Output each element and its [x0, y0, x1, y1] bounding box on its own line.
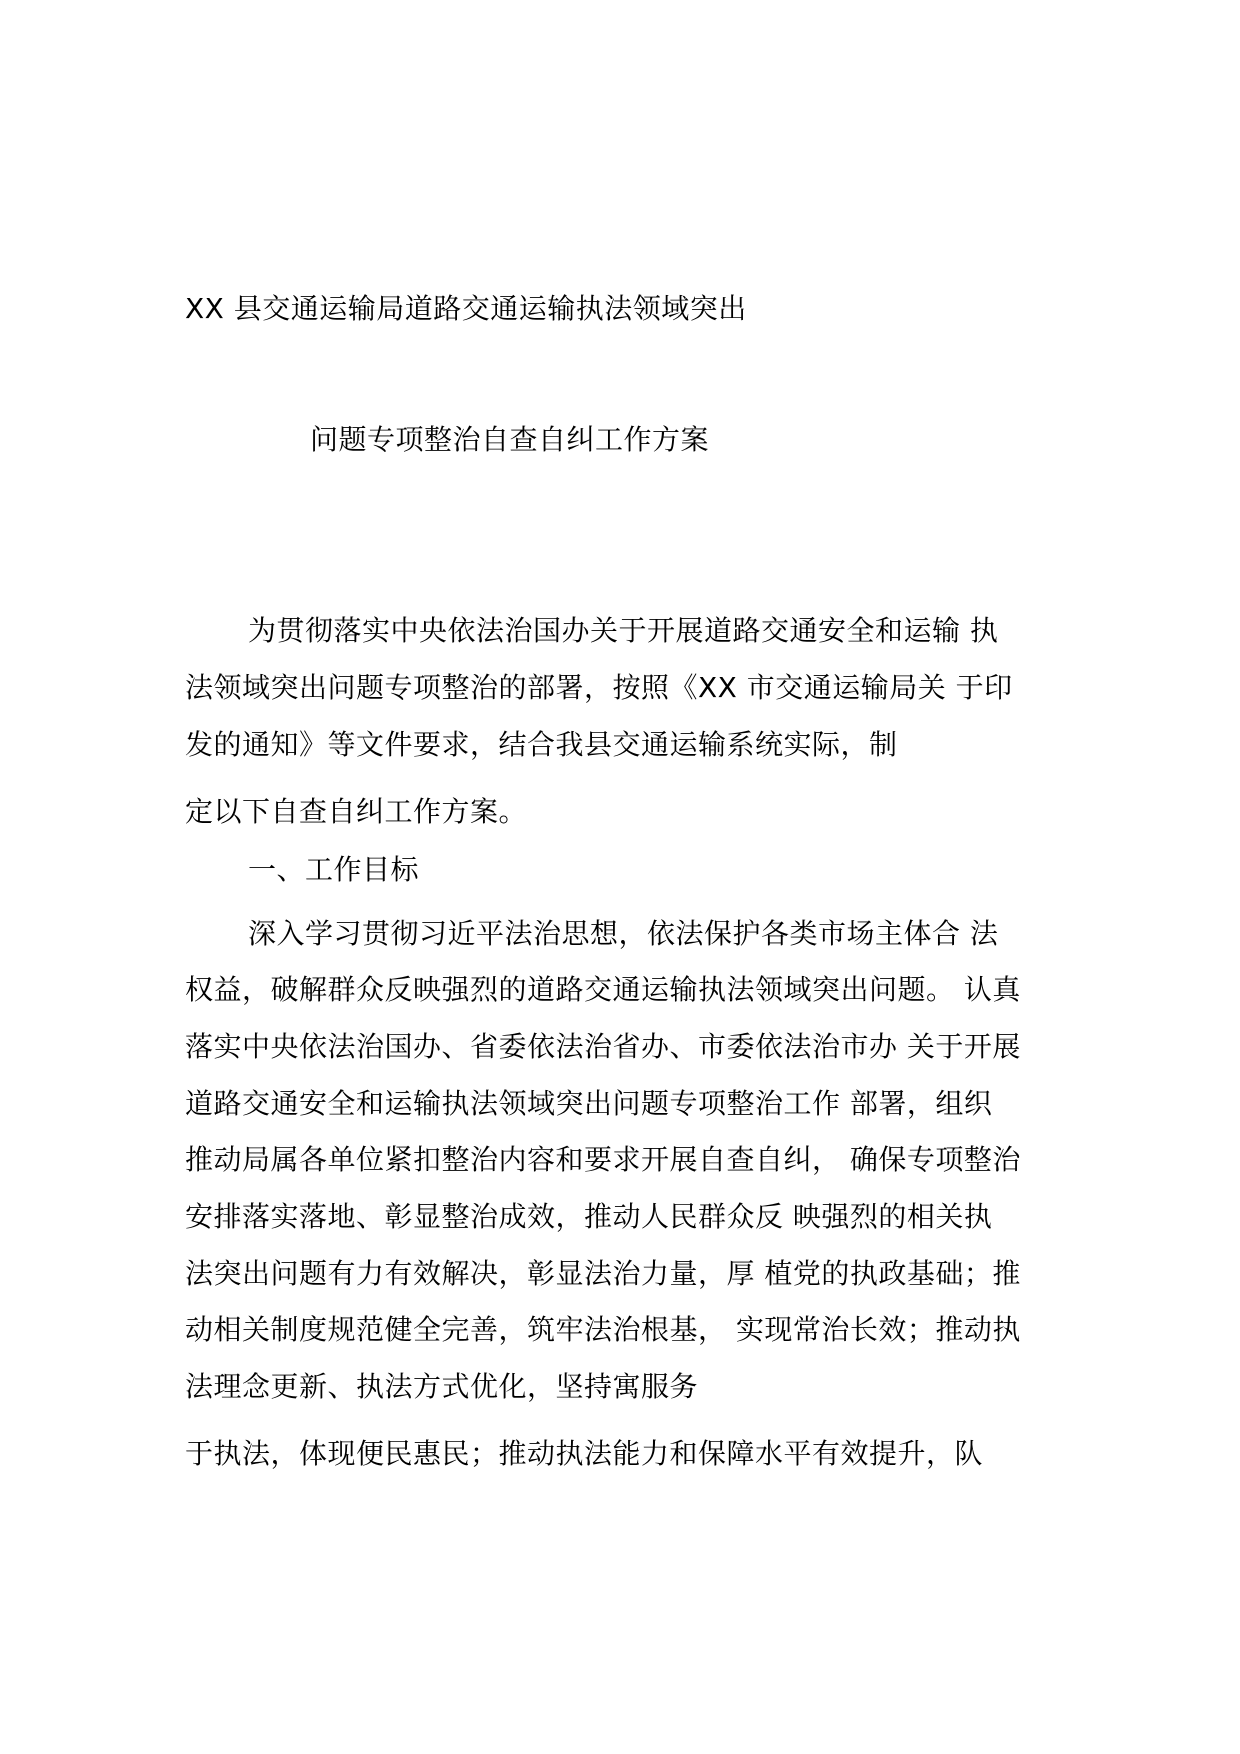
intro-paragraph-line: 发的通知》等文件要求，结合我县交通运输系统实际，制 — [185, 728, 898, 761]
section-paragraph-line: 深入学习贯彻习近平法治思想，依法保护各类市场主体合 法 — [248, 917, 999, 950]
intro-paragraph-line: 法领域突出问题专项整治的部署，按照《XX 市交通运输局关 于印 — [185, 671, 1013, 704]
section-paragraph-line: 于执法，体现便民惠民；推动执法能力和保障水平有效提升，队 — [185, 1437, 984, 1470]
section-paragraph-line: 动相关制度规范健全完善，筑牢法治根基， 实现常治长效；推动执 — [185, 1313, 1021, 1346]
intro-paragraph-line: 为贯彻落实中央依法治国办关于开展道路交通安全和运输 执 — [248, 614, 999, 647]
section-paragraph-line: 道路交通安全和运输执法领域突出问题专项整治工作 部署，组织 — [185, 1087, 993, 1120]
section-heading: 一、工作目标 — [248, 853, 420, 886]
document-title-line-1: XX 县交通运输局道路交通运输执法领域突出 — [185, 292, 747, 325]
document-title-line-2: 问题专项整治自查自纠工作方案 — [310, 423, 710, 456]
section-paragraph-line: 权益，破解群众反映强烈的道路交通运输执法领域突出问题。 认真 — [185, 973, 1021, 1006]
intro-paragraph-line: 定以下自查自纠工作方案。 — [185, 795, 528, 828]
section-paragraph-line: 法突出问题有力有效解决，彰显法治力量，厚 植党的执政基础；推 — [185, 1257, 1021, 1290]
section-paragraph-line: 安排落实落地、彰显整治成效，推动人民群众反 映强烈的相关执 — [185, 1200, 993, 1233]
section-paragraph-line: 推动局属各单位紧扣整治内容和要求开展自查自纠， 确保专项整治 — [185, 1143, 1021, 1176]
section-paragraph-line: 落实中央依法治国办、省委依法治省办、市委依法治市办 关于开展 — [185, 1030, 1021, 1063]
section-paragraph-line: 法理念更新、执法方式优化，坚持寓服务 — [185, 1370, 699, 1403]
